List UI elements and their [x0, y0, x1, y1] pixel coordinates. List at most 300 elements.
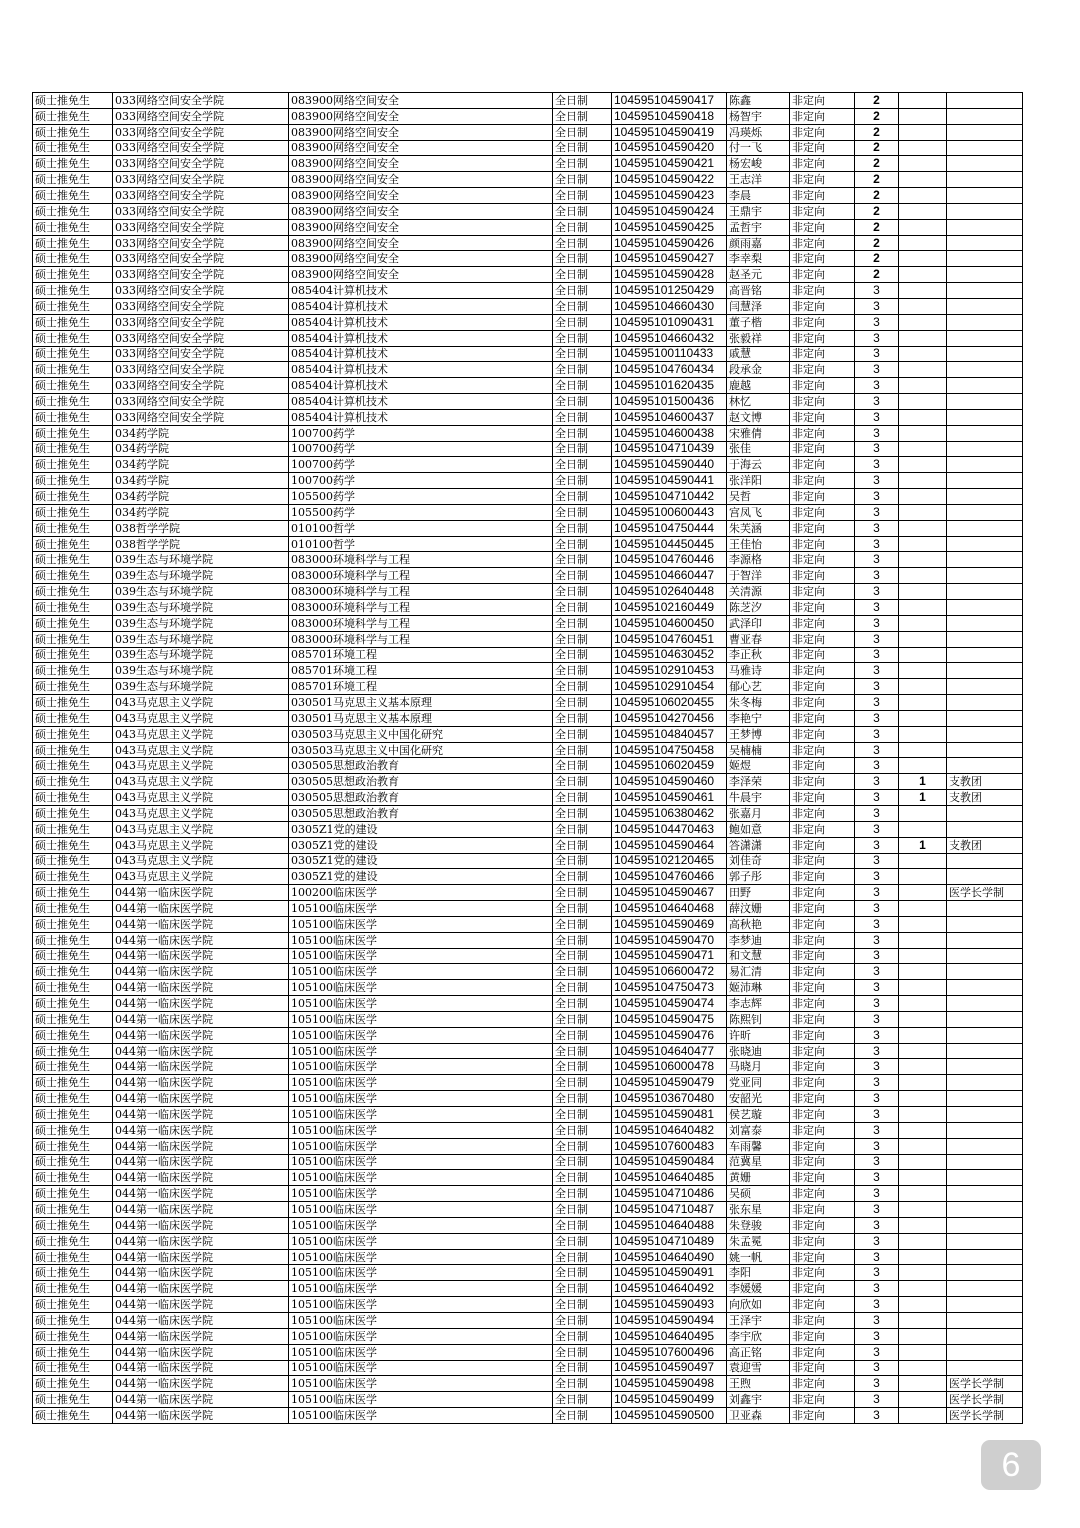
- table-row: [33, 821, 1023, 837]
- cell-college: 043马克思主义学院: [113, 821, 289, 837]
- table-row: [33, 647, 1023, 663]
- cell-college: 034药学院: [113, 473, 289, 489]
- cell-remark: [947, 1233, 1023, 1249]
- cell-extra-count: [899, 1360, 947, 1376]
- cell-category: 硕士推免生: [33, 726, 113, 742]
- cell-college: 033网络空间安全学院: [113, 409, 289, 425]
- cell-category: 硕士推免生: [33, 394, 113, 410]
- cell-remark: [947, 615, 1023, 631]
- cell-student-name: 李晨: [727, 188, 790, 204]
- cell-exam-id: 104595104600437: [612, 409, 727, 425]
- cell-college: 044第一临床医学院: [113, 1281, 289, 1297]
- cell-student-name: 黄姗: [727, 1170, 790, 1186]
- cell-category: 硕士推免生: [33, 1265, 113, 1281]
- cell-placement-type: 非定向: [790, 647, 855, 663]
- cell-exam-id: 104595104710442: [612, 489, 727, 505]
- cell-major: 100700药学: [289, 425, 553, 441]
- cell-placement-type: 非定向: [790, 203, 855, 219]
- table-row: [33, 93, 1023, 109]
- cell-extra-count: [899, 1297, 947, 1313]
- cell-study-mode: 全日制: [553, 600, 612, 616]
- cell-score-code: 3: [855, 457, 899, 473]
- cell-exam-id: 104595104640485: [612, 1170, 727, 1186]
- cell-remark: [947, 378, 1023, 394]
- cell-major: 030505思想政治教育: [289, 758, 553, 774]
- cell-college: 039生态与环境学院: [113, 663, 289, 679]
- cell-study-mode: 全日制: [553, 1328, 612, 1344]
- cell-category: 硕士推免生: [33, 330, 113, 346]
- cell-major: 085404计算机技术: [289, 283, 553, 299]
- cell-student-name: 林忆: [727, 394, 790, 410]
- cell-major: 105100临床医学: [289, 1217, 553, 1233]
- cell-college: 033网络空间安全学院: [113, 108, 289, 124]
- cell-category: 硕士推免生: [33, 980, 113, 996]
- cell-major: 100200临床医学: [289, 885, 553, 901]
- cell-remark: [947, 1027, 1023, 1043]
- table-row: [33, 409, 1023, 425]
- cell-student-name: 易汇清: [727, 964, 790, 980]
- cell-extra-count: [899, 1265, 947, 1281]
- cell-score-code: 3: [855, 695, 899, 711]
- cell-study-mode: 全日制: [553, 647, 612, 663]
- cell-study-mode: 全日制: [553, 124, 612, 140]
- cell-major: 105100临床医学: [289, 901, 553, 917]
- cell-major: 030501马克思主义基本原理: [289, 710, 553, 726]
- cell-exam-id: 104595104590428: [612, 267, 727, 283]
- cell-remark: [947, 1312, 1023, 1328]
- table-row: [33, 726, 1023, 742]
- cell-score-code: 3: [855, 1202, 899, 1218]
- cell-student-name: 侯艺璇: [727, 1107, 790, 1123]
- cell-extra-count: [899, 314, 947, 330]
- cell-remark: [947, 188, 1023, 204]
- cell-extra-count: [899, 219, 947, 235]
- cell-student-name: 陈熙钊: [727, 1011, 790, 1027]
- cell-major: 100700药学: [289, 473, 553, 489]
- cell-exam-id: 104595104760434: [612, 362, 727, 378]
- page-number-badge: 6: [981, 1440, 1041, 1490]
- cell-student-name: 段承金: [727, 362, 790, 378]
- cell-exam-id: 104595104590475: [612, 1011, 727, 1027]
- cell-placement-type: 非定向: [790, 631, 855, 647]
- cell-score-code: 3: [855, 615, 899, 631]
- cell-study-mode: 全日制: [553, 1202, 612, 1218]
- cell-extra-count: [899, 1122, 947, 1138]
- cell-student-name: 李源格: [727, 552, 790, 568]
- cell-college: 043马克思主义学院: [113, 710, 289, 726]
- cell-extra-count: [899, 1392, 947, 1408]
- cell-placement-type: 非定向: [790, 362, 855, 378]
- cell-placement-type: 非定向: [790, 1217, 855, 1233]
- cell-student-name: 郭子彤: [727, 869, 790, 885]
- cell-student-name: 张洋阳: [727, 473, 790, 489]
- cell-study-mode: 全日制: [553, 267, 612, 283]
- cell-exam-id: 104595104590481: [612, 1107, 727, 1123]
- cell-college: 033网络空间安全学院: [113, 188, 289, 204]
- cell-student-name: 王佳怡: [727, 536, 790, 552]
- cell-score-code: 3: [855, 1091, 899, 1107]
- cell-score-code: 2: [855, 188, 899, 204]
- cell-student-name: 马雅诗: [727, 663, 790, 679]
- cell-extra-count: [899, 235, 947, 251]
- cell-placement-type: 非定向: [790, 916, 855, 932]
- cell-placement-type: 非定向: [790, 726, 855, 742]
- cell-exam-id: 104595104590498: [612, 1376, 727, 1392]
- cell-student-name: 鹿越: [727, 378, 790, 394]
- cell-major: 083000环境科学与工程: [289, 552, 553, 568]
- cell-remark: [947, 1328, 1023, 1344]
- cell-score-code: 3: [855, 916, 899, 932]
- cell-student-name: 鲍如意: [727, 821, 790, 837]
- cell-remark: [947, 314, 1023, 330]
- cell-major: 105100临床医学: [289, 980, 553, 996]
- cell-placement-type: 非定向: [790, 932, 855, 948]
- cell-category: 硕士推免生: [33, 916, 113, 932]
- cell-student-name: 颜雨嘉: [727, 235, 790, 251]
- cell-score-code: 3: [855, 663, 899, 679]
- cell-placement-type: 非定向: [790, 869, 855, 885]
- cell-score-code: 3: [855, 1059, 899, 1075]
- cell-extra-count: [899, 536, 947, 552]
- cell-category: 硕士推免生: [33, 758, 113, 774]
- cell-exam-id: 104595104640495: [612, 1328, 727, 1344]
- cell-student-name: 杨宏峻: [727, 156, 790, 172]
- cell-extra-count: [899, 1312, 947, 1328]
- cell-college: 034药学院: [113, 504, 289, 520]
- cell-extra-count: [899, 568, 947, 584]
- cell-student-name: 李媛媛: [727, 1281, 790, 1297]
- cell-remark: 医学长学制: [947, 1376, 1023, 1392]
- table-row: [33, 314, 1023, 330]
- cell-major: 0305Z1党的建设: [289, 837, 553, 853]
- cell-extra-count: [899, 489, 947, 505]
- cell-placement-type: 非定向: [790, 901, 855, 917]
- cell-score-code: 3: [855, 853, 899, 869]
- cell-extra-count: [899, 948, 947, 964]
- cell-placement-type: 非定向: [790, 441, 855, 457]
- cell-student-name: 李梦迪: [727, 932, 790, 948]
- cell-remark: [947, 457, 1023, 473]
- cell-remark: [947, 520, 1023, 536]
- cell-extra-count: [899, 378, 947, 394]
- cell-remark: [947, 742, 1023, 758]
- cell-placement-type: 非定向: [790, 853, 855, 869]
- cell-extra-count: [899, 330, 947, 346]
- cell-major: 105100临床医学: [289, 1360, 553, 1376]
- cell-score-code: 2: [855, 203, 899, 219]
- cell-score-code: 3: [855, 948, 899, 964]
- cell-college: 044第一临床医学院: [113, 1233, 289, 1249]
- cell-score-code: 3: [855, 1265, 899, 1281]
- cell-remark: [947, 1297, 1023, 1313]
- cell-category: 硕士推免生: [33, 1186, 113, 1202]
- cell-placement-type: 非定向: [790, 821, 855, 837]
- cell-student-name: 王煦: [727, 1376, 790, 1392]
- admission-list-table: [32, 92, 1023, 1424]
- cell-extra-count: [899, 663, 947, 679]
- cell-college: 044第一临床医学院: [113, 980, 289, 996]
- cell-major: 0305Z1党的建设: [289, 821, 553, 837]
- cell-college: 044第一临床医学院: [113, 996, 289, 1012]
- cell-remark: [947, 980, 1023, 996]
- cell-category: 硕士推免生: [33, 1297, 113, 1313]
- cell-student-name: 牛晨宇: [727, 790, 790, 806]
- cell-exam-id: 104595104590484: [612, 1154, 727, 1170]
- table-row: [33, 1344, 1023, 1360]
- cell-category: 硕士推免生: [33, 1344, 113, 1360]
- cell-score-code: 3: [855, 996, 899, 1012]
- table-row: [33, 853, 1023, 869]
- cell-category: 硕士推免生: [33, 140, 113, 156]
- cell-extra-count: [899, 805, 947, 821]
- cell-college: 044第一临床医学院: [113, 916, 289, 932]
- cell-exam-id: 104595104640490: [612, 1249, 727, 1265]
- cell-extra-count: [899, 1249, 947, 1265]
- cell-placement-type: 非定向: [790, 1075, 855, 1091]
- table-row: [33, 425, 1023, 441]
- cell-study-mode: 全日制: [553, 520, 612, 536]
- cell-placement-type: 非定向: [790, 996, 855, 1012]
- cell-exam-id: 104595104640492: [612, 1281, 727, 1297]
- cell-score-code: 3: [855, 1043, 899, 1059]
- cell-student-name: 付一飞: [727, 140, 790, 156]
- cell-remark: [947, 504, 1023, 520]
- cell-extra-count: [899, 647, 947, 663]
- cell-major: 083900网络空间安全: [289, 172, 553, 188]
- table-row: [33, 457, 1023, 473]
- table-row: [33, 219, 1023, 235]
- cell-student-name: 袁迎雪: [727, 1360, 790, 1376]
- cell-student-name: 朱登骏: [727, 1217, 790, 1233]
- cell-study-mode: 全日制: [553, 615, 612, 631]
- cell-major: 105100临床医学: [289, 1392, 553, 1408]
- cell-extra-count: [899, 695, 947, 711]
- cell-exam-id: 104595104710487: [612, 1202, 727, 1218]
- cell-study-mode: 全日制: [553, 235, 612, 251]
- cell-study-mode: 全日制: [553, 1312, 612, 1328]
- cell-student-name: 吴楠楠: [727, 742, 790, 758]
- cell-major: 085701环境工程: [289, 647, 553, 663]
- cell-study-mode: 全日制: [553, 504, 612, 520]
- cell-study-mode: 全日制: [553, 1138, 612, 1154]
- cell-major: 083000环境科学与工程: [289, 568, 553, 584]
- cell-category: 硕士推免生: [33, 1392, 113, 1408]
- cell-student-name: 闫慧泽: [727, 298, 790, 314]
- cell-major: 085404计算机技术: [289, 298, 553, 314]
- cell-placement-type: 非定向: [790, 1107, 855, 1123]
- cell-category: 硕士推免生: [33, 790, 113, 806]
- cell-study-mode: 全日制: [553, 1233, 612, 1249]
- cell-category: 硕士推免生: [33, 267, 113, 283]
- cell-college: 044第一临床医学院: [113, 1249, 289, 1265]
- cell-college: 043马克思主义学院: [113, 726, 289, 742]
- cell-score-code: 3: [855, 441, 899, 457]
- cell-college: 044第一临床医学院: [113, 1328, 289, 1344]
- cell-study-mode: 全日制: [553, 631, 612, 647]
- cell-placement-type: 非定向: [790, 219, 855, 235]
- cell-major: 105100临床医学: [289, 1281, 553, 1297]
- cell-college: 044第一临床医学院: [113, 1027, 289, 1043]
- cell-study-mode: 全日制: [553, 489, 612, 505]
- table-row: [33, 1312, 1023, 1328]
- cell-placement-type: 非定向: [790, 1059, 855, 1075]
- cell-exam-id: 104595104750458: [612, 742, 727, 758]
- cell-placement-type: 非定向: [790, 758, 855, 774]
- cell-placement-type: 非定向: [790, 1154, 855, 1170]
- cell-study-mode: 全日制: [553, 156, 612, 172]
- cell-study-mode: 全日制: [553, 901, 612, 917]
- cell-student-name: 王鼎宇: [727, 203, 790, 219]
- cell-placement-type: 非定向: [790, 980, 855, 996]
- cell-remark: [947, 140, 1023, 156]
- cell-extra-count: [899, 1202, 947, 1218]
- cell-category: 硕士推免生: [33, 1233, 113, 1249]
- cell-exam-id: 104595104590419: [612, 124, 727, 140]
- cell-study-mode: 全日制: [553, 710, 612, 726]
- cell-student-name: 范冀星: [727, 1154, 790, 1170]
- cell-major: 085404计算机技术: [289, 330, 553, 346]
- cell-score-code: 3: [855, 1170, 899, 1186]
- cell-exam-id: 104595104840457: [612, 726, 727, 742]
- cell-major: 105100临床医学: [289, 1202, 553, 1218]
- table-row: [33, 869, 1023, 885]
- cell-score-code: 3: [855, 552, 899, 568]
- table-row: [33, 536, 1023, 552]
- cell-category: 硕士推免生: [33, 742, 113, 758]
- cell-college: 044第一临床医学院: [113, 1312, 289, 1328]
- table-row: [33, 1265, 1023, 1281]
- cell-category: 硕士推免生: [33, 600, 113, 616]
- cell-exam-id: 104595100600443: [612, 504, 727, 520]
- cell-remark: [947, 821, 1023, 837]
- cell-score-code: 3: [855, 378, 899, 394]
- table-row: [33, 283, 1023, 299]
- cell-student-name: 李泽荣: [727, 774, 790, 790]
- cell-student-name: 王梦博: [727, 726, 790, 742]
- cell-score-code: 3: [855, 1027, 899, 1043]
- table-row: [33, 251, 1023, 267]
- cell-student-name: 向欣如: [727, 1297, 790, 1313]
- cell-extra-count: [899, 996, 947, 1012]
- cell-placement-type: 非定向: [790, 679, 855, 695]
- cell-remark: [947, 1170, 1023, 1186]
- table-row: [33, 1376, 1023, 1392]
- cell-extra-count: [899, 1281, 947, 1297]
- cell-college: 044第一临床医学院: [113, 1265, 289, 1281]
- cell-score-code: 2: [855, 172, 899, 188]
- cell-exam-id: 104595104600450: [612, 615, 727, 631]
- cell-college: 043马克思主义学院: [113, 758, 289, 774]
- cell-exam-id: 104595104590479: [612, 1075, 727, 1091]
- cell-extra-count: [899, 932, 947, 948]
- cell-remark: [947, 1059, 1023, 1075]
- cell-extra-count: [899, 853, 947, 869]
- cell-placement-type: 非定向: [790, 1043, 855, 1059]
- cell-category: 硕士推免生: [33, 663, 113, 679]
- cell-college: 044第一临床医学院: [113, 1186, 289, 1202]
- table-row: [33, 124, 1023, 140]
- cell-major: 100700药学: [289, 457, 553, 473]
- cell-study-mode: 全日制: [553, 695, 612, 711]
- cell-remark: [947, 108, 1023, 124]
- cell-exam-id: 104595104590421: [612, 156, 727, 172]
- cell-placement-type: 非定向: [790, 108, 855, 124]
- cell-major: 083900网络空间安全: [289, 188, 553, 204]
- cell-remark: [947, 695, 1023, 711]
- cell-remark: [947, 1043, 1023, 1059]
- cell-extra-count: [899, 726, 947, 742]
- cell-category: 硕士推免生: [33, 504, 113, 520]
- table-row: [33, 1011, 1023, 1027]
- cell-study-mode: 全日制: [553, 394, 612, 410]
- cell-exam-id: 104595104660430: [612, 298, 727, 314]
- cell-study-mode: 全日制: [553, 726, 612, 742]
- cell-remark: [947, 219, 1023, 235]
- cell-remark: 医学长学制: [947, 1408, 1023, 1424]
- cell-college: 044第一临床医学院: [113, 1376, 289, 1392]
- cell-student-name: 张东星: [727, 1202, 790, 1218]
- cell-placement-type: 非定向: [790, 837, 855, 853]
- cell-score-code: 3: [855, 600, 899, 616]
- cell-score-code: 3: [855, 647, 899, 663]
- cell-score-code: 3: [855, 1376, 899, 1392]
- cell-extra-count: [899, 504, 947, 520]
- cell-college: 043马克思主义学院: [113, 869, 289, 885]
- cell-exam-id: 104595102910454: [612, 679, 727, 695]
- cell-college: 044第一临床医学院: [113, 1138, 289, 1154]
- cell-score-code: 3: [855, 1075, 899, 1091]
- cell-exam-id: 104595100110433: [612, 346, 727, 362]
- cell-student-name: 李正秋: [727, 647, 790, 663]
- cell-study-mode: 全日制: [553, 1107, 612, 1123]
- cell-student-name: 马晓月: [727, 1059, 790, 1075]
- cell-student-name: 吴硕: [727, 1186, 790, 1202]
- cell-score-code: 2: [855, 235, 899, 251]
- cell-major: 083900网络空间安全: [289, 140, 553, 156]
- cell-remark: [947, 916, 1023, 932]
- cell-remark: [947, 1186, 1023, 1202]
- cell-student-name: 姚一帆: [727, 1249, 790, 1265]
- cell-placement-type: 非定向: [790, 568, 855, 584]
- cell-placement-type: 非定向: [790, 695, 855, 711]
- table-row: [33, 774, 1023, 790]
- cell-exam-id: 104595104590424: [612, 203, 727, 219]
- cell-placement-type: 非定向: [790, 1138, 855, 1154]
- cell-category: 硕士推免生: [33, 378, 113, 394]
- cell-student-name: 刘佳奇: [727, 853, 790, 869]
- table-row: [33, 394, 1023, 410]
- cell-category: 硕士推免生: [33, 1312, 113, 1328]
- cell-extra-count: [899, 441, 947, 457]
- cell-category: 硕士推免生: [33, 1075, 113, 1091]
- cell-exam-id: 104595104590470: [612, 932, 727, 948]
- cell-category: 硕士推免生: [33, 108, 113, 124]
- cell-major: 105100临床医学: [289, 1075, 553, 1091]
- cell-college: 044第一临床医学院: [113, 1059, 289, 1075]
- cell-category: 硕士推免生: [33, 837, 113, 853]
- cell-college: 039生态与环境学院: [113, 584, 289, 600]
- cell-major: 105100临床医学: [289, 932, 553, 948]
- cell-major: 105100临床医学: [289, 1138, 553, 1154]
- cell-remark: [947, 679, 1023, 695]
- cell-study-mode: 全日制: [553, 203, 612, 219]
- table-row: [33, 1043, 1023, 1059]
- cell-category: 硕士推免生: [33, 425, 113, 441]
- cell-extra-count: [899, 409, 947, 425]
- cell-exam-id: 104595104660447: [612, 568, 727, 584]
- cell-study-mode: 全日制: [553, 1011, 612, 1027]
- cell-college: 033网络空间安全学院: [113, 235, 289, 251]
